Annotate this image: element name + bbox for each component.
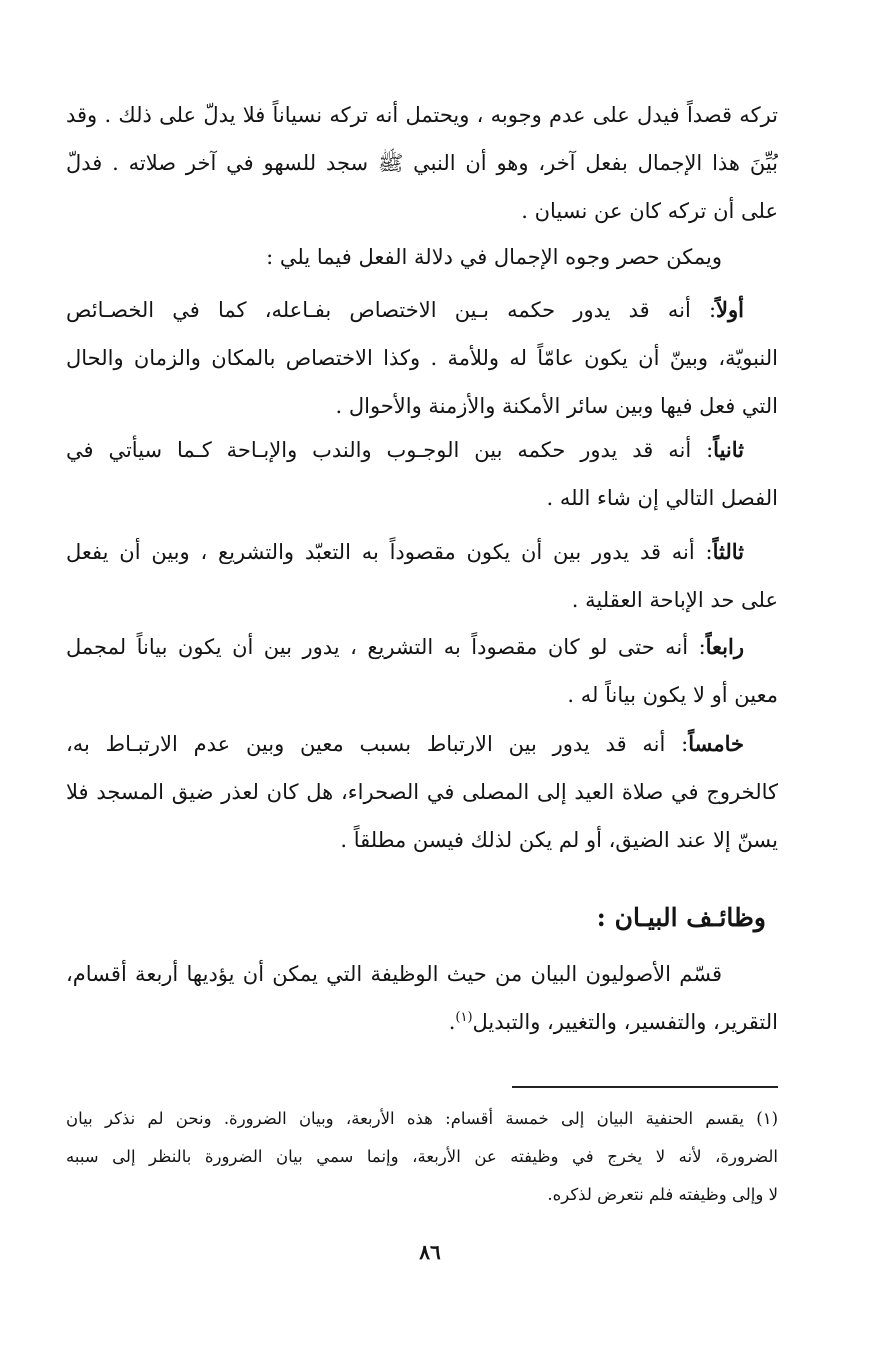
paragraph-5	[66, 528, 778, 624]
paragraph-line	[66, 950, 778, 998]
paragraph-2	[66, 233, 778, 281]
footnote-line: لا وإلى وظيفته فلم نتعرض لذكره.	[547, 1185, 778, 1204]
paragraph-line: ويمكن حصر وجوه الإجمال في دلالة الفعل فيما يلي :	[266, 245, 722, 269]
enumeration-label: أولاً	[716, 297, 744, 322]
paragraph-line	[66, 286, 778, 334]
paragraph-line-text: : أنه قد يدور بين أن يكون مقصوداً به التعبّد والتشريع ، وبين أن يفعل	[66, 540, 713, 564]
paragraph-line: التي فعل فيها وبين سائر الأمكنة والأزمنة والأحوال .	[335, 394, 778, 418]
paragraph-line-text: قسّم الأصوليون البيان من حيث الوظيفة التي يمكن أن يؤديها أربعة أقسام،	[66, 962, 722, 986]
paragraph-line: على حد الإباحة العقلية .	[571, 588, 778, 612]
paragraph-line: تركه قصداً فيدل على عدم وجوبه ، ويحتمل أنه تركه نسياناً فلا يدلّ على ذلك . وقد	[66, 103, 778, 127]
paragraph-line-text: التقرير، والتفسير، والتغيير، والتبديل	[472, 1010, 778, 1034]
paragraph-line: النبويّة، وبينّ أن يكون عامّاً له وللأمة . وكذا الاختصاص بالمكان والزمان والحال	[66, 346, 778, 370]
footnote-reference[interactable]: (١)	[455, 1010, 473, 1025]
paragraph-3	[66, 286, 778, 430]
paragraph-8	[66, 950, 778, 1046]
enumeration-label: خامساً	[688, 731, 744, 756]
paragraph-7	[66, 720, 778, 864]
enumeration-label: رابعاً	[705, 634, 744, 659]
paragraph-line	[66, 623, 778, 671]
paragraph-line: الفصل التالي إن شاء الله .	[546, 486, 778, 510]
footnote-line: (١) يقسم الحنفية البيان إلى خمسة أقسام: هذه الأربعة، وبيان الضرورة. ونحن لم نذكر بيان	[66, 1109, 778, 1128]
enumeration-label: ثالثاً	[712, 539, 744, 564]
paragraph-4	[66, 426, 778, 522]
paragraph-line	[66, 528, 778, 576]
paragraph-line	[66, 998, 778, 1046]
paragraph-line: يسنّ إلا عند الضيق، أو لم يكن لذلك فيسن مطلقاً .	[340, 828, 778, 852]
enumeration-label: ثانياً	[713, 437, 744, 462]
paragraph-1	[66, 91, 778, 235]
paragraph-line: بُيِّنَ هذا الإجمال بفعل آخر، وهو أن النبي ﷺ سجد للسهو في آخر صلاته . فدلّ	[66, 151, 778, 175]
paragraph-line-text: : أنه قد يدور بين الارتباط بسبب معين وبين عدم الارتبـاط به،	[66, 732, 689, 756]
footnote-line: الضرورة، لأنه لا يخرج في وظيفته عن الأربعة، وإنما سمي بيان الضرورة بالنظر إلى سببه	[66, 1147, 778, 1166]
paragraph-line	[66, 720, 778, 768]
footnote	[66, 1100, 778, 1214]
paragraph-line-text: : أنه حتى لو كان مقصوداً به التشريع ، يدور بين أن يكون بياناً لمجمل	[66, 635, 706, 659]
sentence-end: .	[448, 1010, 456, 1034]
paragraph-line	[66, 426, 778, 474]
paragraph-line: على أن تركه كان عن نسيان .	[521, 199, 778, 223]
paragraph-line: معين أو لا يكون بياناً له .	[567, 683, 778, 707]
paragraph-line-text: : أنه قد يدور حكمه بين الوجـوب والندب والإبـاحة كـما سيأتي في	[66, 438, 714, 462]
page-number: ٨٦	[419, 1240, 441, 1264]
section-heading: وظائـف البيـان :	[596, 903, 766, 932]
paragraph-line-text: : أنه قد يدور حكمه بـين الاختصاص بفـاعله، كما في الخصـائص	[66, 298, 717, 322]
paragraph-line: كالخروج في صلاة العيد إلى المصلى في الصحراء، هل كان لعذر ضيق المسجد فلا	[66, 780, 778, 804]
paragraph-6	[66, 623, 778, 719]
footnote-separator	[512, 1086, 778, 1088]
